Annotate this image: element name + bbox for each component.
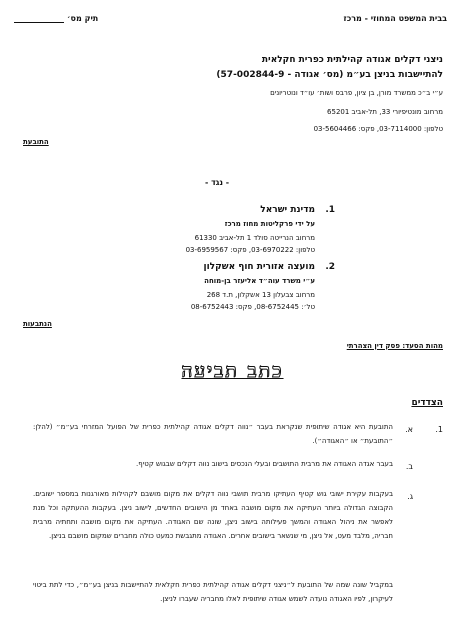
plaintiff-name-line2: להתיישבות בניצן בע״מ (מס׳ אגודה - 57-002844-9) [216, 70, 443, 80]
defendant-2-rep: ע״י משרד עוה״ד אליעזר בן-מוחה [204, 277, 315, 285]
plaintiff-name-line1: ניצני דקלים אגודה קהילתית כפרית חקלאית [261, 55, 443, 65]
plaintiff-address: מרחוב מונטיפיורי 33, תל-אביב 65201 [327, 108, 443, 116]
defendant-2-address: מרחוב צבעלון 13 אשקלון, ת.ד 268 [206, 291, 315, 299]
item-a-letter: א. [405, 425, 413, 434]
plaintiff-phones: טלפון: 03-7114000, פקס: 03-5604466 [313, 125, 443, 133]
claim-nature: מהות הסעד: פסק דין הצהרתי [346, 342, 443, 350]
defendant-1-rep: על ידי פרקליטות מחוז מרכז [224, 220, 315, 228]
item-a-text: התובעת היא אגודה שיתופית שנקראת בעבר ״נווה דקלים אגודה קהילתית כפרית של הפועל המזרחי בע״מ״ (להלן: ״התובעת״ או ״האגודה״). [33, 423, 393, 445]
defendant-1-address: מרחוב הנרייטה סולד 1 תל-אביב 61330 [194, 234, 315, 242]
closing-paragraph: במקביל שונה שמה של התובעת ל״ניצני דקלים אגודה קהילתית כפרית חקלאית להתיישבות בניצן בע״מ״, כדי לתת ביטוי לעיקרון, לפיו האגודה נועדה לשמש אגודה שיתופית לאלו מחבריה שעברו לניצן. [33, 581, 393, 603]
defendant-2-phones: טל׳: 08-6752445, פקס: 08-6752443 [190, 303, 315, 311]
item-c-text: בעקבות עקירת ישובי גוש קטיף העתיקו מרבית תושבי נווה דקלים את מקום מושבם לקהילות מאורגנות במספר ישובים. הקבוצה הגדולה ביותר העתיקה את מקום מושבה באחד מן הישובים החדשים, לישוב ניצן. בעקבות ההעתקה וכל מנת לאפשר את ניהול האגודה והמשך פעילותה בישוב ניצן, שונה שם האגודה. העתיקה את מקום מושבה ותחתיה מרבית חבריה, מלבד מעט, אל ניצן, מי שנשאר בישובים אחרים. האגודה מתגבשת כמעט כולה מחברים שמקום מושבם בניצן. [33, 490, 393, 540]
section-title: הצדדים [411, 398, 443, 408]
clause-number: 1. [435, 425, 443, 434]
defendant-1-number: 1. [325, 205, 335, 215]
plaintiff-role: התובעת [23, 138, 49, 146]
defendants-role: הנתבעות [23, 320, 52, 328]
item-b-text: בעבר אגדה האגודה את מרבית התושבים ובעלי הנכסים בישוב נווה דקלים שבגוש קטיף. [136, 460, 393, 468]
document-title: כתב תביעה [181, 360, 284, 382]
case-number [14, 14, 98, 23]
defendant-2-name: מועצה אזורית חוף אשקלון [203, 262, 315, 272]
versus-label: - נגד - [205, 178, 230, 187]
case-number-blank [14, 14, 64, 23]
defendant-1-phones: טלפון: 03-6970222, פקס: 03-6959567 [185, 246, 315, 254]
case-number-label: תיק מס׳ [67, 14, 99, 23]
item-b-letter: ב. [405, 462, 413, 471]
item-c-letter: ג. [407, 492, 413, 501]
court-name: בבית המשפט המחוזי - מרכז [343, 14, 447, 23]
plaintiff-lawyers: ע״י ב״כ ממשרד מורן, בן ציון, פרבס ושות׳ עו״ד ונוטריונים [270, 89, 443, 97]
defendant-2-number: 2. [325, 262, 335, 272]
defendant-1-name: מדינת ישראל [260, 205, 315, 215]
